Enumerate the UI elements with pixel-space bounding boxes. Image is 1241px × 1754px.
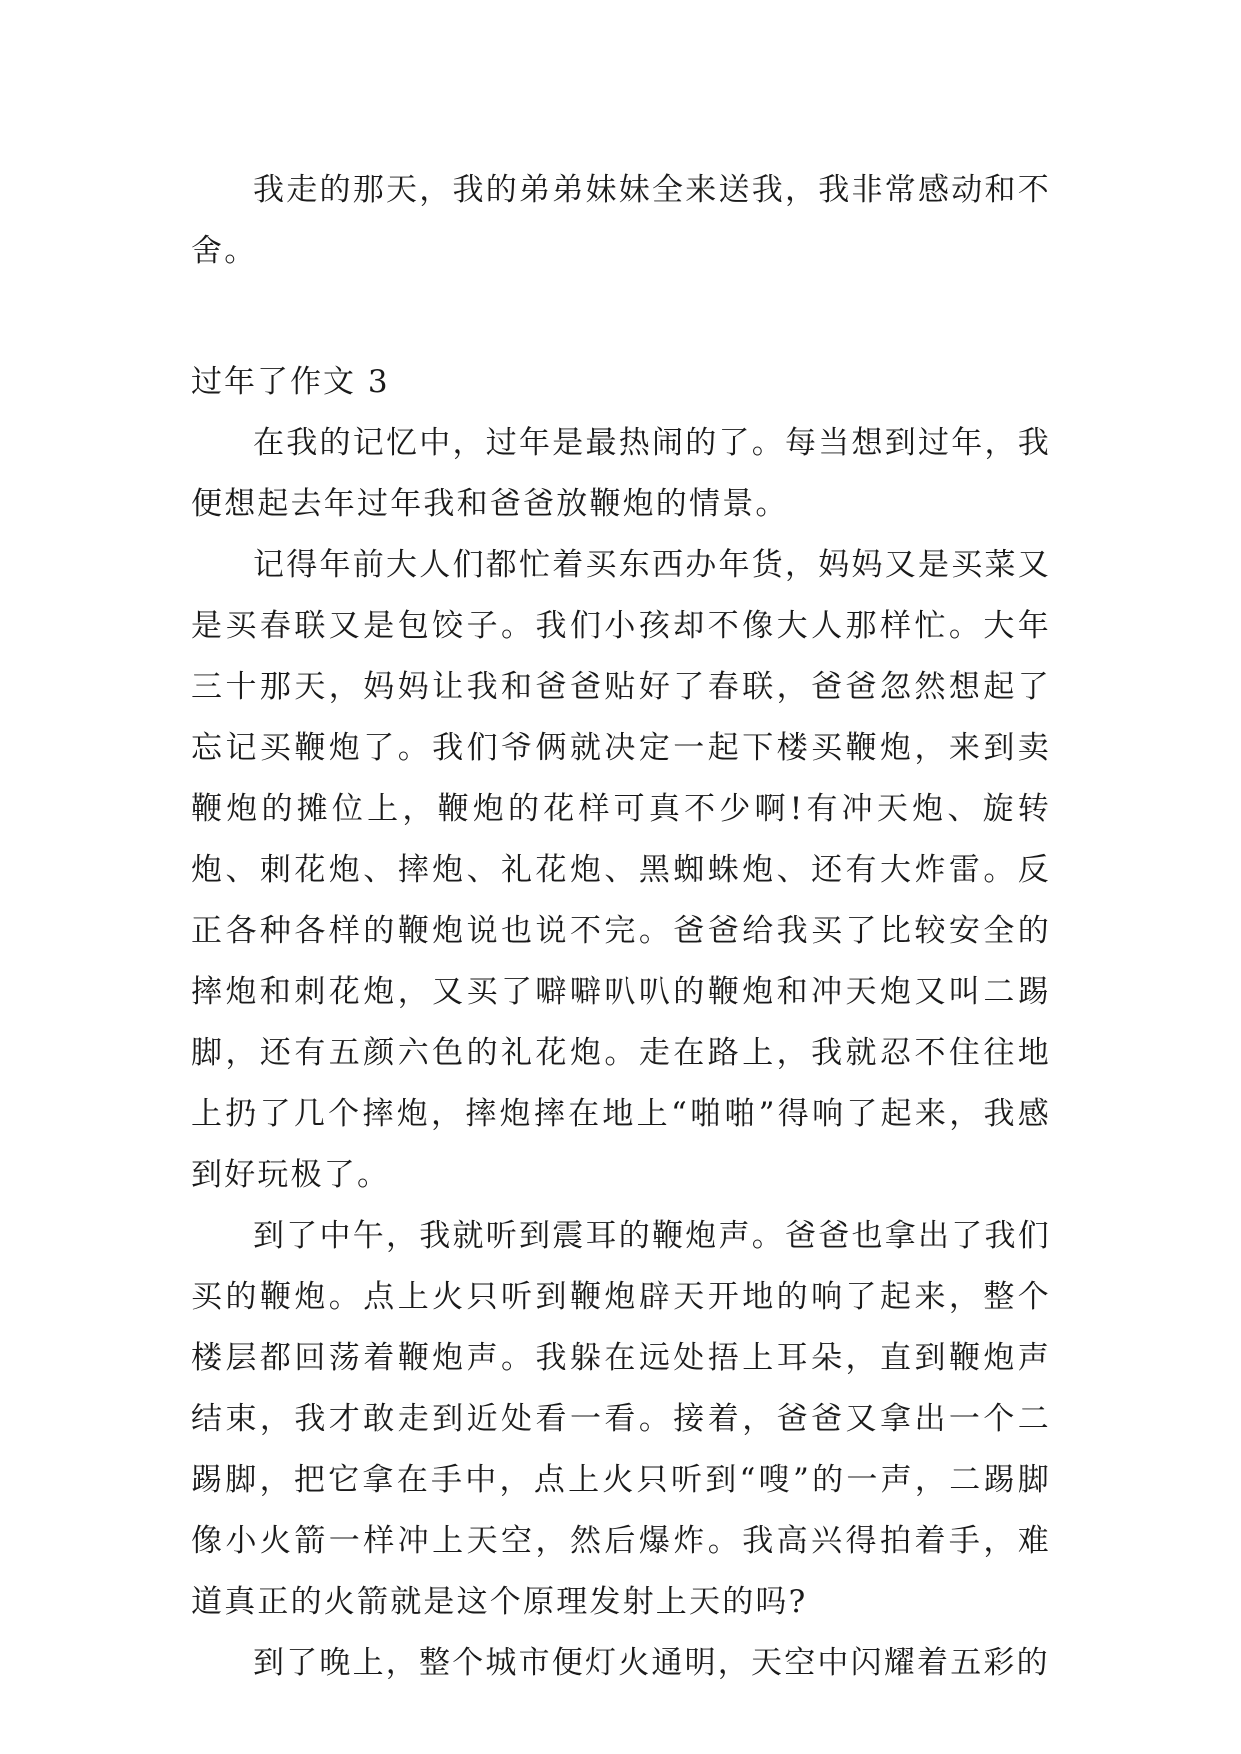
document-body	[191, 160, 1051, 1694]
paragraph-1: 在我的记忆中，过年是最热闹的了。每当想到过年，我便想起去年过年我和爸爸放鞭炮的情景。	[191, 425, 1051, 522]
section-gap	[191, 282, 1051, 352]
paragraph-4: 到了晚上，整个城市便灯火通明，天空中闪耀着五彩的	[253, 1645, 1050, 1681]
paragraph-3: 到了中午，我就听到震耳的鞭炮声。爸爸也拿出了我们买的鞭炮。点上火只听到鞭炮辟天开地的响了起来，整个楼层都回荡着鞭炮声。我躲在远处捂上耳朵，直到鞭炮声结束，我才敢走到近处看一看。接着，爸爸又拿出一个二踢脚，把它拿在手中，点上火只听到“嗖”的一声，二踢脚像小火箭一样冲上天空，然后爆炸。我高兴得拍着手，难道真正的火箭就是这个原理发射上天的吗?	[191, 1218, 1051, 1620]
paragraph-2: 记得年前大人们都忙着买东西办年货，妈妈又是买菜又是买春联又是包饺子。我们小孩却不像大人那样忙。大年三十那天，妈妈让我和爸爸贴好了春联，爸爸忽然想起了忘记买鞭炮了。我们爷俩就决定一起下楼买鞭炮，来到卖鞭炮的摊位上，鞭炮的花样可真不少啊!有冲天炮、旋转炮、刺花炮、摔炮、礼花炮、黑蜘蛛炮、还有大炸雷。反正各种各样的鞭炮说也说不完。爸爸给我买了比较安全的摔炮和刺花炮，又买了噼噼叭叭的鞭炮和冲天炮又叫二踢脚，还有五颜六色的礼花炮。走在路上，我就忍不住往地上扔了几个摔炮，摔炮摔在地上“啪啪”得响了起来，我感到好玩极了。	[191, 547, 1051, 1193]
section-heading: 过年了作文 3	[191, 364, 390, 400]
intro-paragraph: 我走的那天，我的弟弟妹妹全来送我，我非常感动和不舍。	[191, 172, 1051, 269]
